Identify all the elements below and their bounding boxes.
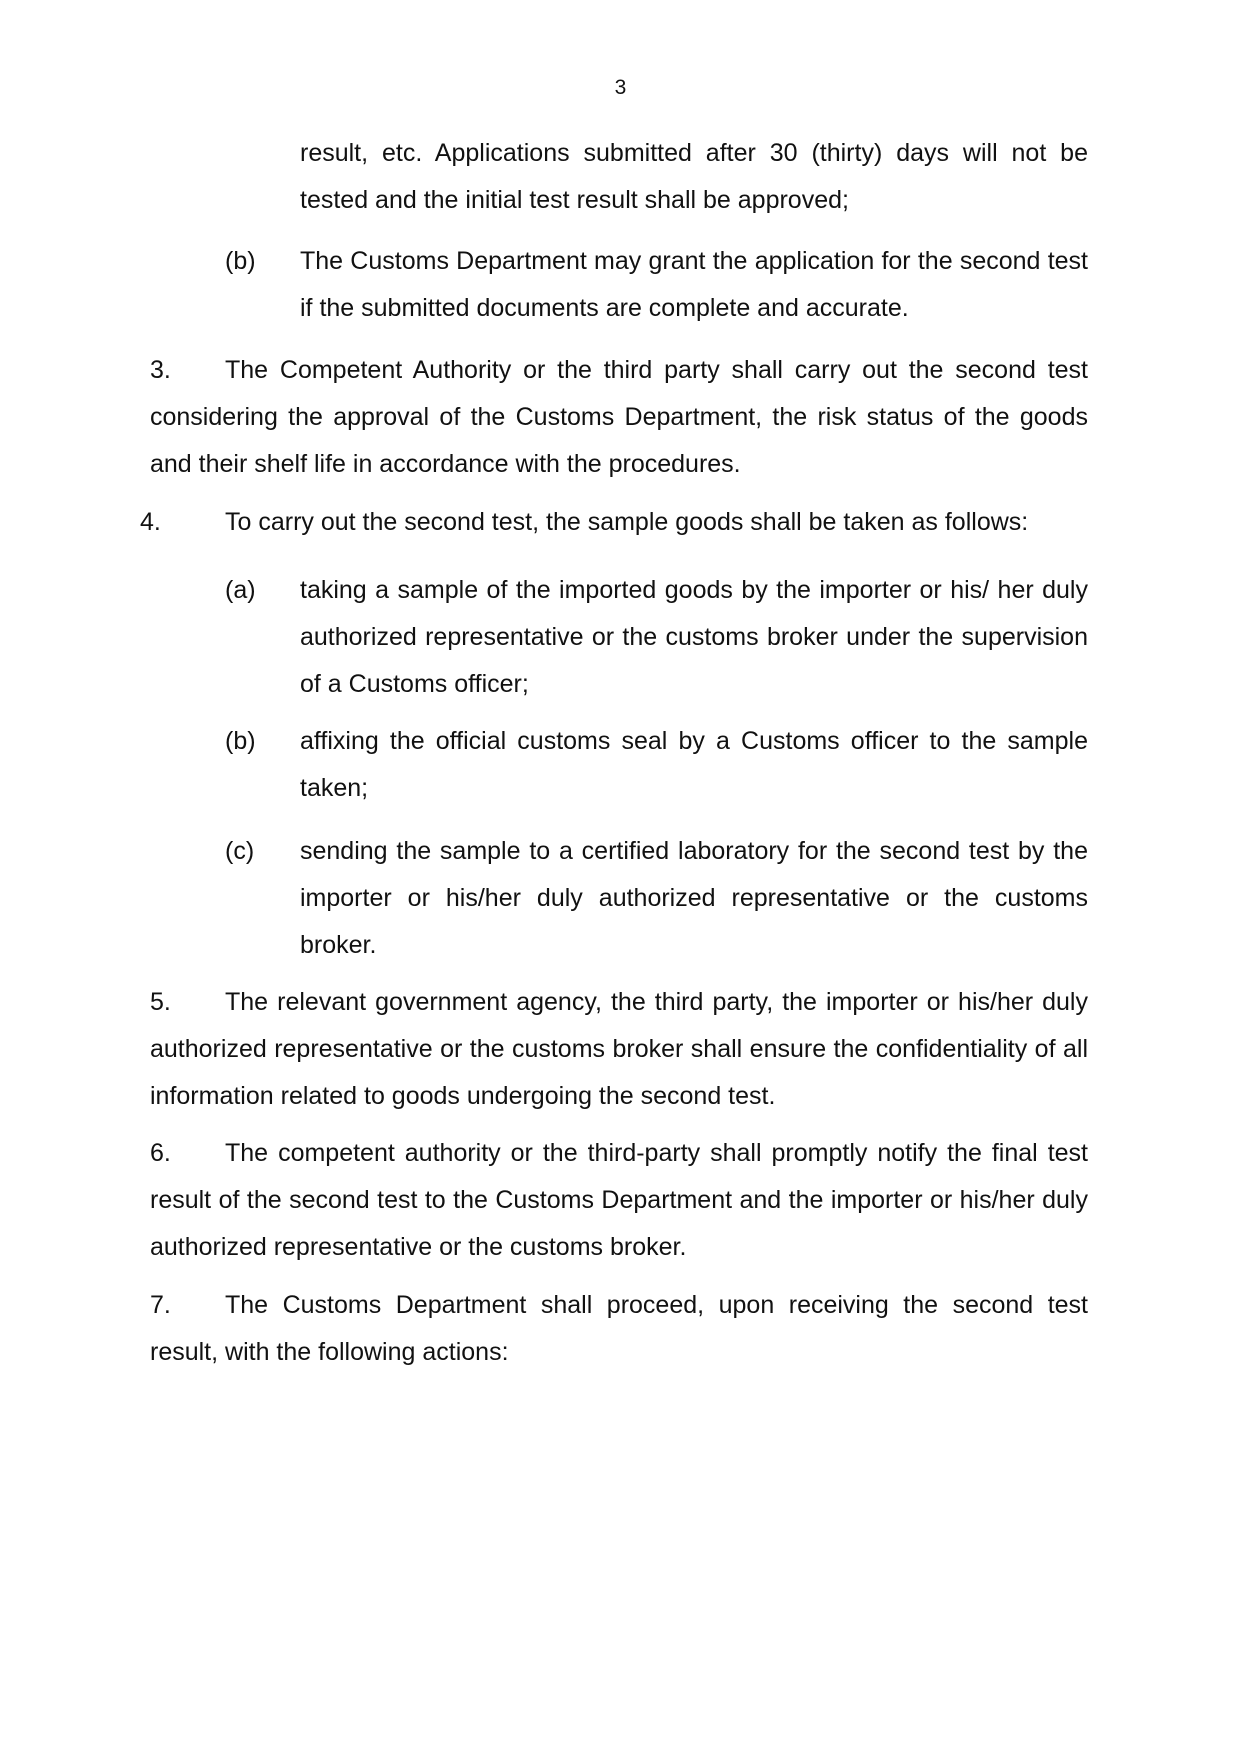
clause-7: [150, 1282, 1088, 1376]
clause-text: The relevant government agency, the third party, the importer or his/her duly authorized representative or the customs broker shall ensure the confidentiality of all information related to goods undergoing the second test.: [150, 988, 1088, 1110]
clause-4-paragraph: [140, 499, 1078, 546]
continuation-paragraph: [225, 130, 1088, 224]
list-item-2b: [225, 238, 1088, 332]
list-item-label: (b): [225, 727, 256, 755]
clause-3: [150, 347, 1088, 488]
list-item-4a: [225, 567, 1088, 708]
list-item-text: taking a sample of the imported goods by the importer or his/ her duly authorized representative or the customs broker under the supervision of a Customs officer;: [300, 576, 1088, 698]
list-item-4b: [225, 718, 1088, 812]
clause-text: The competent authority or the third-party shall promptly notify the final test result of the second test to the Customs Department and the importer or his/her duly authorized representative or the customs broker.: [150, 1139, 1088, 1261]
clause-text: The Competent Authority or the third party shall carry out the second test considering the approval of the Customs Department, the risk status of the goods and their shelf life in accordance with the procedures.: [150, 356, 1088, 478]
clause-5: [150, 979, 1088, 1120]
list-item-text: affixing the official customs seal by a Customs officer to the sample taken;: [300, 727, 1088, 802]
continuation-text: result, etc. Applications submitted after 30 (thirty) days will not be tested and the initial test result shall be approved;: [300, 139, 1088, 214]
list-item-text: sending the sample to a certified laboratory for the second test by the importer or his/her duly authorized representative or the customs broker.: [300, 837, 1088, 959]
list-item-label: (c): [225, 837, 255, 865]
clause-number: 5.: [150, 988, 171, 1016]
clause-6-paragraph: [150, 1130, 1088, 1271]
clause-7-paragraph: [150, 1282, 1088, 1376]
page-number: 3: [614, 76, 627, 99]
clause-6: [150, 1130, 1088, 1271]
clause-number: 4.: [140, 508, 161, 536]
clause-3-paragraph: [150, 347, 1088, 488]
list-item-label: (a): [225, 576, 256, 604]
list-item-label: (b): [225, 247, 256, 275]
clause-number: 6.: [150, 1139, 171, 1167]
clause-text: To carry out the second test, the sample goods shall be taken as follows:: [225, 508, 1029, 536]
list-item-4c: [225, 828, 1088, 969]
clause-number: 7.: [150, 1291, 171, 1319]
clause-number: 3.: [150, 356, 171, 384]
clause-4: [140, 499, 1078, 546]
clause-text: The Customs Department shall proceed, upon receiving the second test result, with the following actions:: [150, 1291, 1088, 1366]
list-item-text: The Customs Department may grant the application for the second test if the submitted documents are complete and accurate.: [300, 247, 1088, 322]
clause-5-paragraph: [150, 979, 1088, 1120]
